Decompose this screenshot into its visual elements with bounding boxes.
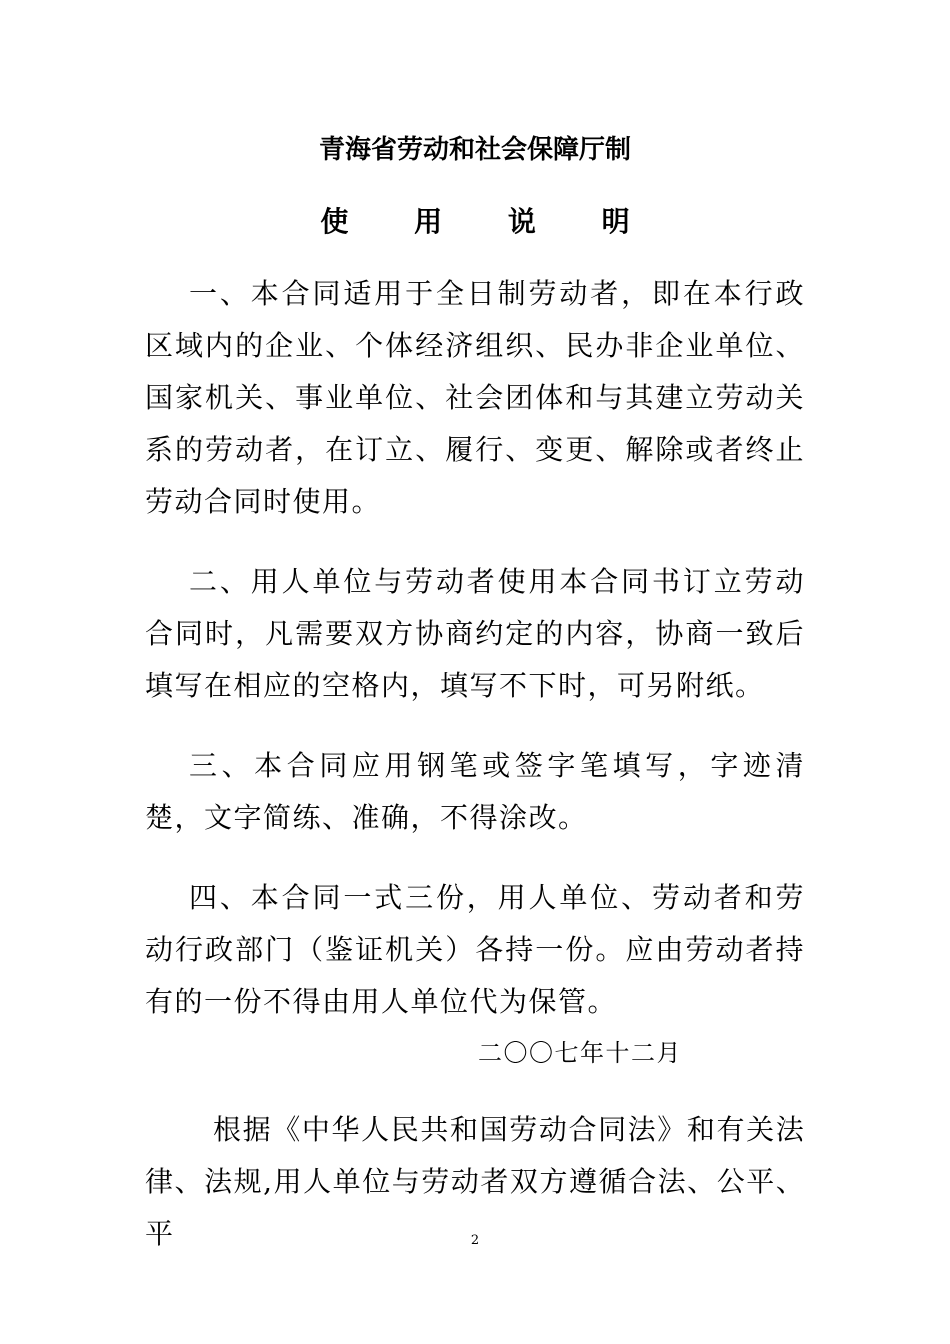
instruction-paragraph-2: 二、用人单位与劳动者使用本合同书订立劳动合同时，凡需要双方协商约定的内容，协商一致后填写在相应的空格内，填写不下时，可另附纸。	[145, 565, 805, 702]
issuer-line: 青海省劳动和社会保障厅制	[318, 135, 631, 165]
instruction-paragraph-3: 三、本合同应用钢笔或签字笔填写，字迹清楚，文字简练、准确，不得涂改。	[145, 749, 805, 834]
legal-basis-paragraph: 根据《中华人民共和国劳动合同法》和有关法律、法规,用人单位与劳动者双方遵循合法、公平、平	[145, 1113, 805, 1250]
instructions-heading: 使 用 说 明	[320, 205, 658, 238]
issue-date: 二〇〇七年十二月	[478, 1039, 682, 1067]
instruction-paragraph-1: 一、本合同适用于全日制劳动者，即在本行政区域内的企业、个体经济组织、民办非企业单位、国家机关、事业单位、社会团体和与其建立劳动关系的劳动者，在订立、履行、变更、解除或者终止劳动合同时使用。	[145, 277, 805, 518]
instruction-paragraph-4: 四、本合同一式三份，用人单位、劳动者和劳动行政部门（鉴证机关）各持一份。应由劳动者持有的一份不得由用人单位代为保管。	[145, 881, 805, 1018]
instructions-body	[145, 268, 805, 1028]
page-number: 2	[470, 1233, 480, 1248]
